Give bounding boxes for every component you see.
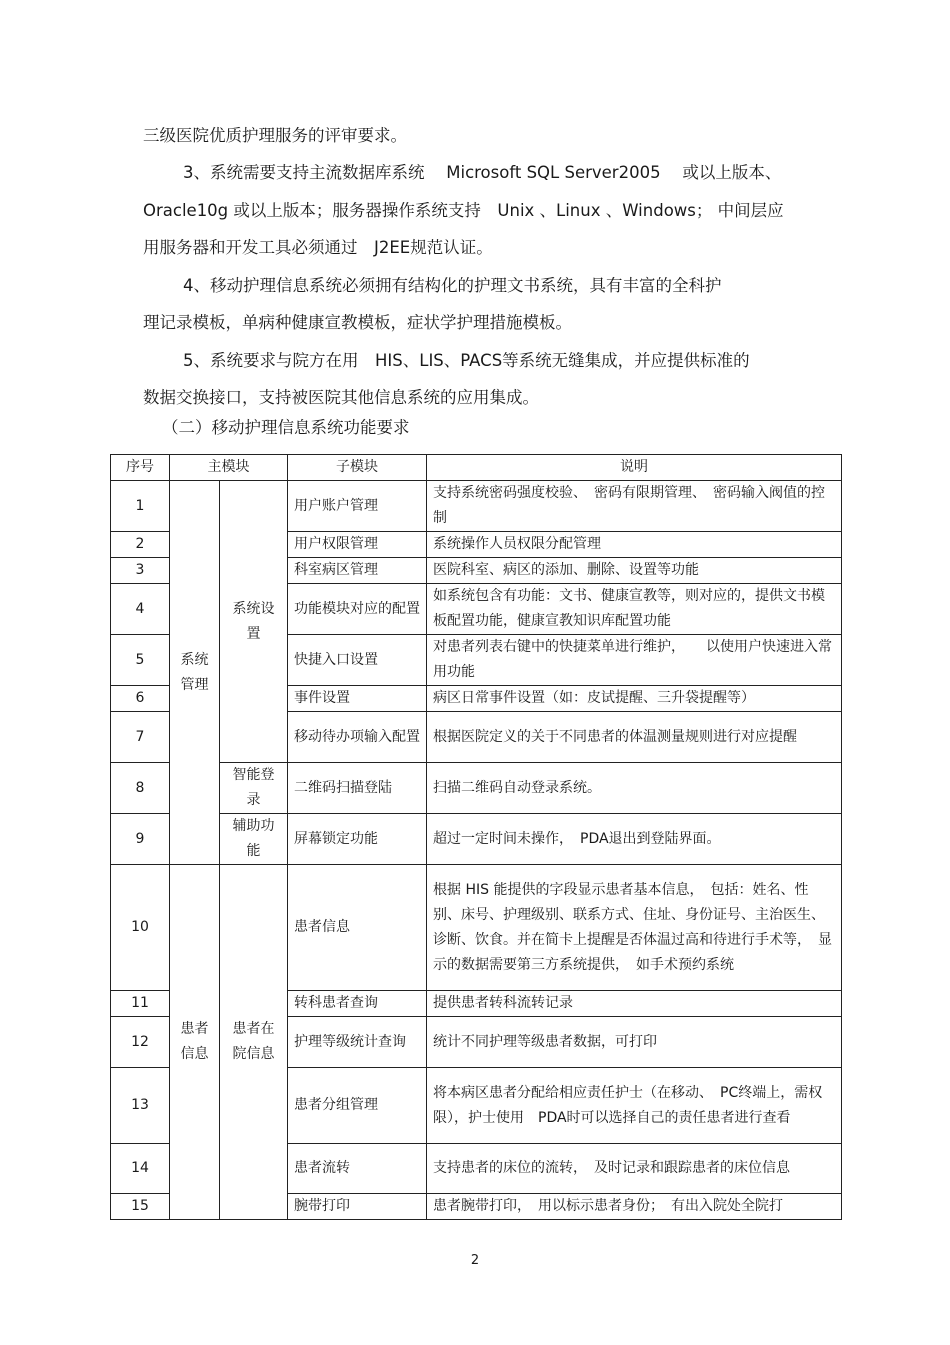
row-description: 病区日常事件设置（如：皮试提醒、三升袋提醒等） [427,686,842,712]
row-no: 1 [111,481,170,532]
row-sub-module: 移动待办项输入配置 [288,712,427,763]
table-header-row [111,455,842,481]
group-patient-in-hospital: 患者在院信息 [220,865,288,1220]
row-no: 12 [111,1017,170,1068]
paragraph-line: 3、系统需要支持主流数据库系统 Microsoft SQL Server2005 或以上版本、 [183,163,782,182]
page-number: 2 [470,1253,480,1268]
row-description: 支持患者的床位的流转， 及时记录和跟踪患者的床位信息 [427,1144,842,1194]
row-sub-module: 患者信息 [288,865,427,991]
paragraph-line: 4、移动护理信息系统必须拥有结构化的护理文书系统，具有丰富的全科护 [183,276,722,295]
row-description: 根据医院定义的关于不同患者的体温测量规则进行对应提醒 [427,712,842,763]
row-sub-module: 屏幕锁定功能 [288,814,427,865]
row-no: 11 [111,991,170,1017]
row-sub-module: 患者流转 [288,1144,427,1194]
row-sub-module: 科室病区管理 [288,558,427,584]
row-no: 7 [111,712,170,763]
row-description: 系统操作人员权限分配管理 [427,532,842,558]
paragraph-line: Oracle10g 或以上版本；服务器操作系统支持 Unix 、Linux 、Windows； 中间层应 [143,201,784,220]
paragraph-line: 理记录模板，单病种健康宣教模板，症状学护理措施模板。 [143,313,572,332]
row-sub-module: 事件设置 [288,686,427,712]
section-heading: （二）移动护理信息系统功能要求 [162,418,410,437]
row-sub-module: 功能模块对应的配置 [288,584,427,635]
row-no: 2 [111,532,170,558]
group-assist-functions: 辅助功能 [220,814,288,865]
row-description: 患者腕带打印， 用以标示患者身份； 有出入院处全院打 [427,1194,842,1220]
table-row [111,814,842,865]
row-no: 13 [111,1068,170,1144]
table-row [111,763,842,814]
row-description: 如系统包含有功能：文书、健康宣教等，则对应的，提供文书模板配置功能，健康宣教知识库配置功能 [427,584,842,635]
row-sub-module: 患者分组管理 [288,1068,427,1144]
row-description: 根据 HIS 能提供的字段显示患者基本信息， 包括：姓名、性别、床号、护理级别、联系方式、住址、身份证号、主治医生、诊断、饮食。并在简卡上提醒是否体温过高和待进行手术等， 显示的数据需要第三方系统提供， 如手术预约系统 [427,865,842,991]
row-description: 将本病区患者分配给相应责任护士（在移动、 PC终端上，需权限），护士使用 PDA时可以选择自己的责任患者进行查看 [427,1068,842,1144]
row-description: 支持系统密码强度校验、 密码有限期管理、 密码输入阀值的控制 [427,481,842,532]
row-sub-module: 护理等级统计查询 [288,1017,427,1068]
header-no: 序号 [111,455,170,481]
row-sub-module: 二维码扫描登陆 [288,763,427,814]
row-no: 6 [111,686,170,712]
row-no: 8 [111,763,170,814]
row-sub-module: 转科患者查询 [288,991,427,1017]
row-description: 统计不同护理等级患者数据，可打印 [427,1017,842,1068]
group-system-settings: 系统设置 [220,481,288,763]
table-row [111,865,842,991]
group-patient-info: 患者信息 [170,865,220,1220]
group-system-management: 系统管理 [170,481,220,865]
row-no: 5 [111,635,170,686]
paragraph-line: 数据交换接口，支持被医院其他信息系统的应用集成。 [143,388,539,407]
row-sub-module: 快捷入口设置 [288,635,427,686]
table-row [111,481,842,532]
row-description: 对患者列表右键中的快捷菜单进行维护， 以使用户快速进入常用功能 [427,635,842,686]
row-no: 15 [111,1194,170,1220]
paragraph-line: 用服务器和开发工具必须通过 J2EE规范认证。 [143,238,493,257]
header-main-module: 主模块 [170,455,288,481]
header-sub-module: 子模块 [288,455,427,481]
row-no: 10 [111,865,170,991]
row-description: 扫描二维码自动登录系统。 [427,763,842,814]
row-sub-module: 腕带打印 [288,1194,427,1220]
row-sub-module: 用户权限管理 [288,532,427,558]
row-description: 超过一定时间未操作， PDA退出到登陆界面。 [427,814,842,865]
row-no: 4 [111,584,170,635]
row-description: 提供患者转科流转记录 [427,991,842,1017]
group-smart-login: 智能登录 [220,763,288,814]
row-sub-module: 用户账户管理 [288,481,427,532]
row-description: 医院科室、病区的添加、删除、设置等功能 [427,558,842,584]
row-no: 14 [111,1144,170,1194]
row-no: 9 [111,814,170,865]
header-description: 说明 [427,455,842,481]
requirements-table [110,454,842,1220]
paragraph-line: 5、系统要求与院方在用 HIS、LIS、PACS等系统无缝集成，并应提供标准的 [183,351,750,370]
row-no: 3 [111,558,170,584]
paragraph-line: 三级医院优质护理服务的评审要求。 [143,126,407,145]
